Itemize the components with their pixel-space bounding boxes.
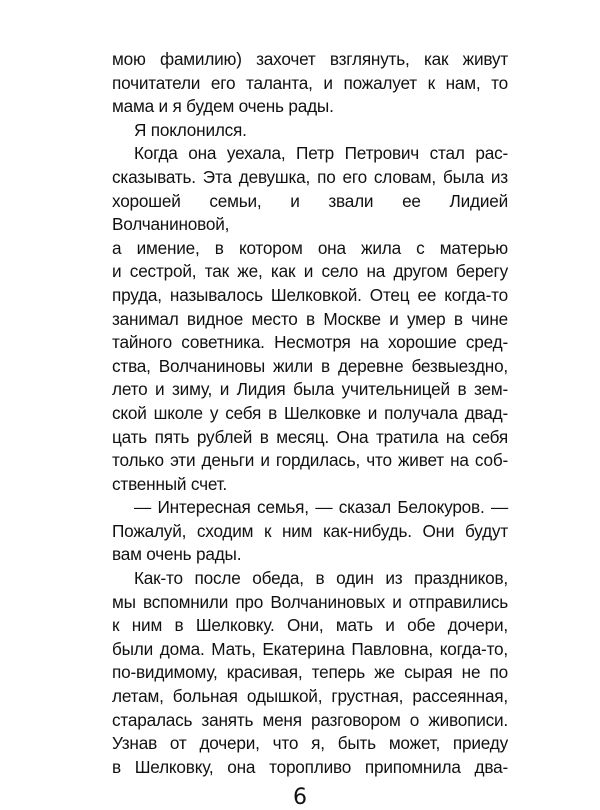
text-line: тайного советника. Несмотря на хорошие сред- — [112, 332, 508, 353]
text-line: хорошей семьи, и звали ее Лидией Волчаниновой, — [112, 190, 508, 235]
text-line: летам, больная одышкой, грустная, рассеянная, — [112, 686, 508, 707]
text-line: Узнав от дочери, что я, быть может, приеду — [112, 733, 508, 754]
text-line: мы вспомнили про Волчаниновых и отправились — [112, 591, 508, 612]
text-line: ской школе у себя в Шелковке и получала двад- — [112, 402, 508, 423]
text-line: к ним в Шелковку. Они, мать и обе дочери, — [112, 615, 508, 636]
text-line: Когда она уехала, Петр Петрович стал рас- — [134, 143, 508, 164]
text-line: а имение, в котором она жила с матерью — [112, 237, 508, 258]
text-line: старалась занять меня разговором о живописи. — [112, 709, 508, 730]
paragraph — [112, 48, 508, 119]
paragraph — [112, 496, 508, 567]
paragraph — [112, 142, 508, 496]
text-line: почитатели его таланта, и пожалует к нам, то — [112, 72, 508, 93]
paragraph — [112, 567, 508, 779]
text-line: мама и я будем очень рады. — [112, 96, 334, 117]
text-line: в Шелковку, она торопливо припомнила два- — [112, 756, 508, 777]
paragraph — [112, 119, 508, 143]
page-number: 6 — [293, 785, 307, 810]
body-text — [112, 48, 508, 779]
text-line: Как-то после обеда, в один из праздников, — [134, 568, 508, 589]
text-line: — Интересная семья, — сказал Белокуров. — — [134, 497, 508, 518]
text-line: были дома. Мать, Екатерина Павловна, когда-то, — [112, 638, 508, 659]
text-line: по-видимому, красивая, теперь же сырая не по — [112, 662, 508, 683]
text-line: цать пять рублей в месяц. Она тратила на себя — [112, 426, 508, 447]
text-line: мою фамилию) захочет взглянуть, как живут — [112, 49, 508, 69]
text-line: и сестрой, так же, как и село на другом берегу — [112, 261, 508, 282]
text-line: только эти деньги и гордилась, что живет на соб- — [112, 450, 508, 471]
text-line: лето и зиму, и Лидия была учительницей в зем- — [112, 379, 508, 400]
text-line: Я поклонился. — [134, 119, 247, 140]
text-line: сказывать. Эта девушка, по его словам, была из — [112, 166, 508, 187]
text-line: занимал видное место в Москве и умер в чине — [112, 308, 508, 329]
text-line: Пожалуй, сходим к ним как-нибудь. Они будут — [112, 520, 508, 541]
text-line: вам очень рады. — [112, 544, 242, 565]
text-line: ственный счет. — [112, 473, 227, 494]
text-line: ства, Волчаниновы жили в деревне безвыездно, — [112, 355, 508, 376]
text-line: пруда, называлось Шелковкой. Отец ее когда-то — [112, 284, 508, 305]
